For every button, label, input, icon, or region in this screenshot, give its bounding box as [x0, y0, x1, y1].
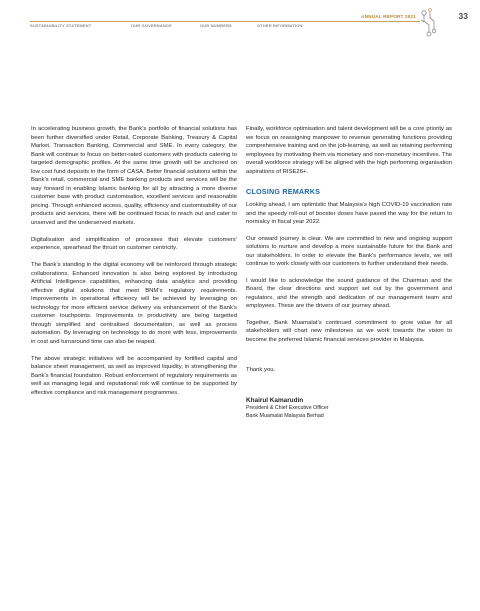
paragraph-acknowledgement: I would like to acknowledge the sound guidance of the Chairman and the Board, the clear directions and support set out by the government and regulators, and the strength and dedication of our management team and employees. These are the drivers of our journey ahead. — [246, 277, 452, 309]
paragraph-business-growth: In accelerating business growth, the Bank’s portfolio of financial solutions has been further diversified under Retail, Corporate Banking, Treasury & Capital Market, Transaction Banking, Commercial and SME. In every category, the Bank will continue to focus on better-rated customers with products catering to targeted demographic profiles. At the same time growth will be anchored on low cost fund deposits in the form of CASA. Better financial solutions within the Bank’s retail, commercial and SME banking products and services will be the way forward in enabling Islamic banking for all by attracting a more diverse customer base with product customisation, excellent services and reasonable pricing. Through enhanced access, quality, efficiency and customisability of our products and services, there will be continued focus to reach out and cater to unserved and the underserved markets. — [31, 126, 237, 226]
signatory-name: Khairul Kamarudin — [246, 396, 304, 404]
nav-our-numbers[interactable]: OUR NUMBERS — [200, 23, 232, 28]
paragraph-onward-journey: Our onward journey is clear. We are committed to new and ongoing support solutions to nurture and develop a more sustainable future for the Bank and our stakeholders. In order to elevate the Bank’s performance levels, we will continue to work closely with our customers to further understand their needs. — [246, 235, 452, 267]
header-divider — [30, 21, 420, 22]
paragraph-workforce: Finally, workforce optimisation and talent development will be a core priority as we focus on reassigning manpower to revenue generating functions providing comprehensive training and on the job-learning, as well as retaining performing employees by motivating them via monetary and non-monetary incentives. The overall workforce strategy will be aligned with the high performing organisation aspirations of RISE26+. — [246, 126, 452, 175]
paragraph-digitalisation: Digitalisation and simplification of processes that elevate customers’ experience, spearhead the thrust on customer centricity. — [31, 236, 237, 251]
signatory-organisation: Bank Muamalat Malaysia Berhad — [246, 412, 324, 419]
page-number: 33 — [458, 11, 468, 21]
left-column — [31, 125, 237, 397]
thank-you-text: Thank you. — [246, 367, 276, 373]
nav-other-information[interactable]: OTHER INFORMATION — [257, 23, 303, 28]
nav-our-governance[interactable]: OUR GOVERNANCE — [131, 23, 172, 28]
closing-remarks-heading: CLOSING REMARKS — [246, 187, 321, 196]
section-navigation — [30, 23, 420, 33]
paragraph-commitment: Together, Bank Muamalat’s continued commitment to grow value for all stakeholders will chart new milestones as we work towards the vision to become the preferred Islamic financial services provider in Malaysia. — [246, 319, 452, 343]
paragraph-looking-ahead: Looking ahead, I am optimistic that Malaysia’s high COVID-19 vaccination rate and the speedy roll-out of booster doses have paved the way for the return to normalcy in fiscal year 2022. — [246, 202, 452, 225]
signatory-title: President & Chief Executive Officer — [246, 404, 329, 411]
paragraph-capital-management: The above strategic initiatives will be accompanied by fortified capital and balance sheet management, as well as improved liquidity, in strengthening the Bank’s financial foundation. Robust enforcement of regulatory requirements as well as managing legal and reputational risk will continue to be supported by effective compliance and risk management programmes. — [31, 355, 237, 396]
paragraph-digital-economy: The Bank’s standing in the digital economy will be reinforced through strategic collaborations. Enhanced innovation is also being explored by introducing Artificial Intelligence capabilities, enhancing data analytics and providing effective digital solutions that meet BNM’s regulatory requirements. Improvements in operational efficiency will be achieved by leveraging on technology for more efficient service delivery via enhancement of the Bank’s customer touchpoints. Improvements in productivity are being targetted through simplified and centralised documentation, as well as process automation. By leveraging on technology to do more with less, improvements in cost and turnaround time can also be reaped. — [31, 262, 237, 345]
right-column — [246, 125, 452, 420]
circuit-decoration-icon — [418, 8, 444, 38]
signature-block — [246, 397, 452, 420]
annual-report-label: ANNUAL REPORT 2021 — [361, 14, 416, 19]
nav-sustainability-statement[interactable]: SUSTAINABILITY STATEMENT — [30, 23, 92, 28]
